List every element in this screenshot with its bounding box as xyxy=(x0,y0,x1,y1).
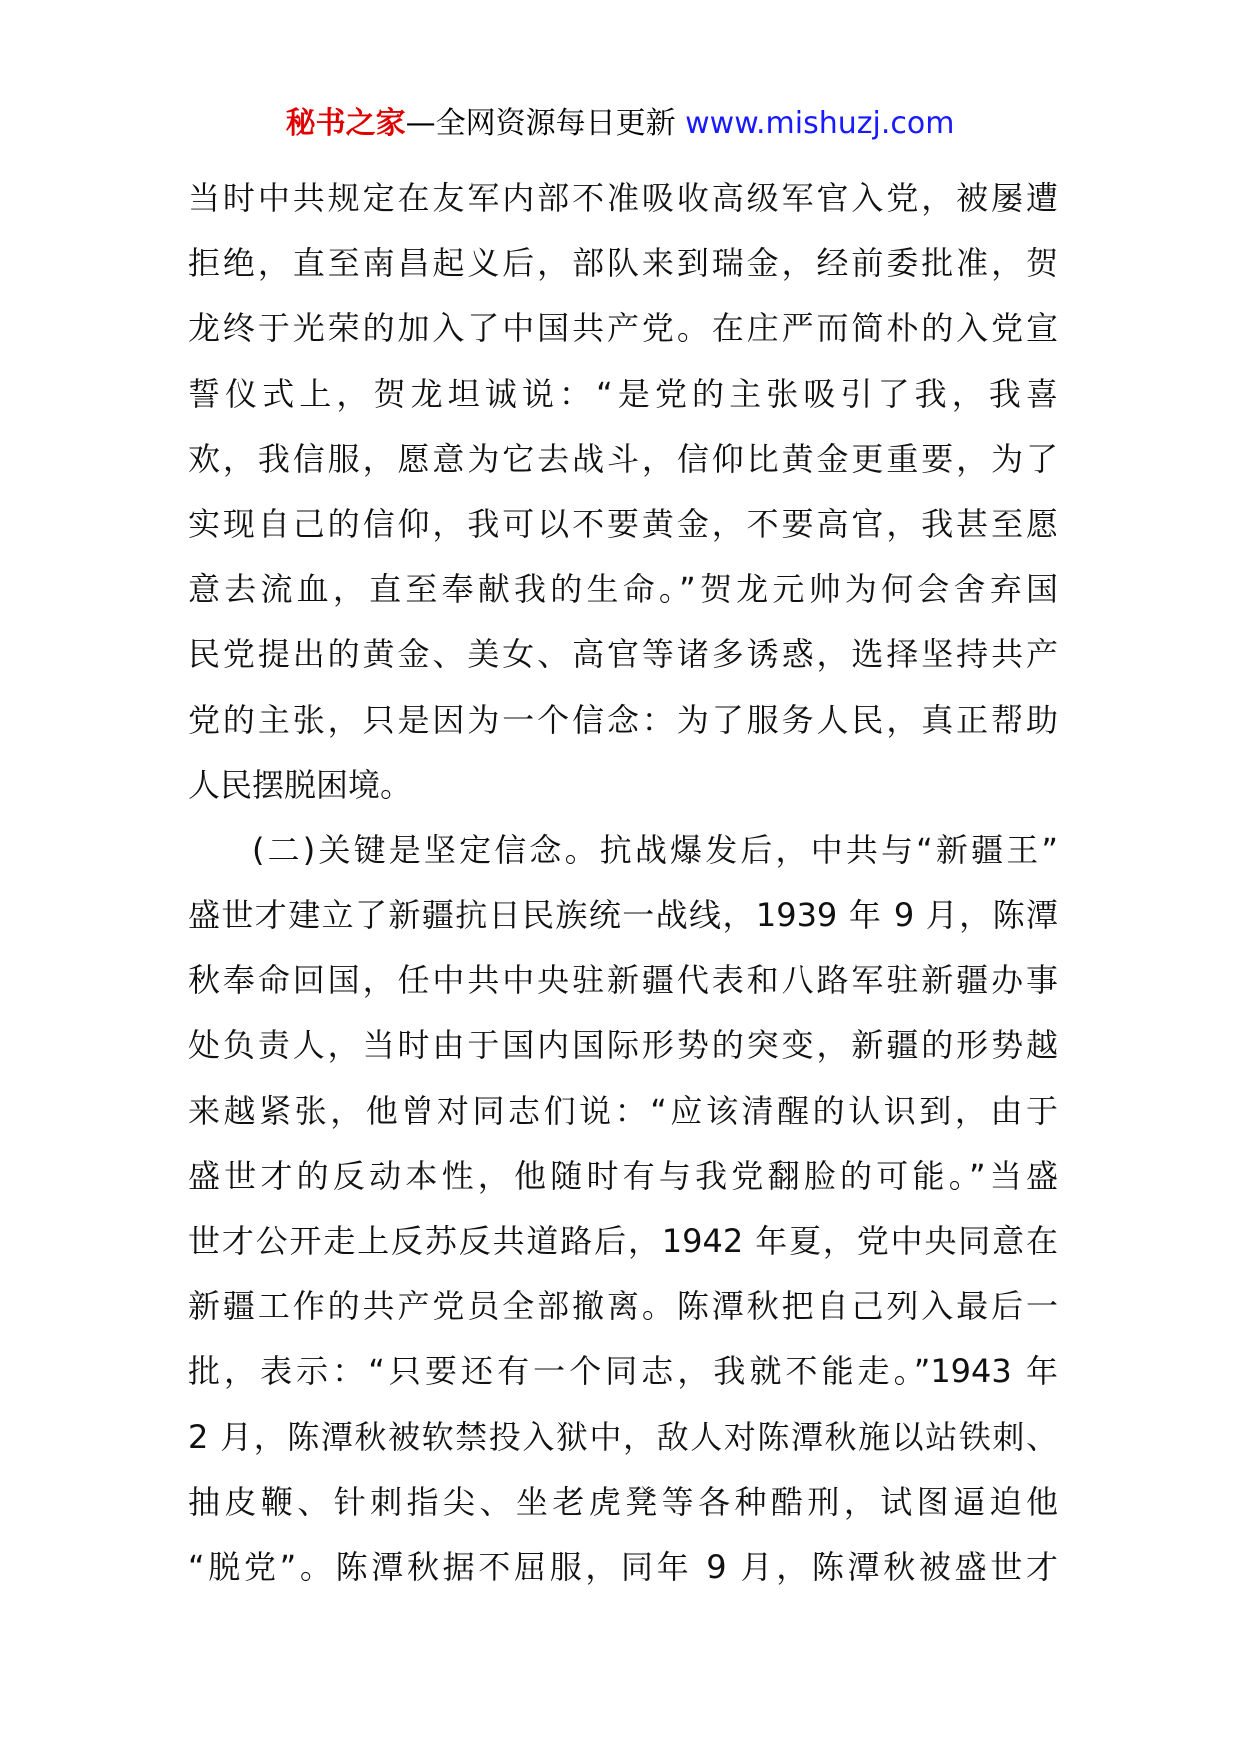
text-line: 盛世才的反动本性，他随时有与我党翻脸的可能。”当盛 xyxy=(188,1156,1058,1195)
text-line: 民党提出的黄金、美女、高官等诸多诱惑，选择坚持共产 xyxy=(188,635,1058,674)
document-body xyxy=(188,166,1058,1600)
text-line: 世才公开走上反苏反共道路后，1942 年夏，党中央同意在 xyxy=(188,1222,1058,1260)
text-line: 批，表示：“只要还有一个同志，我就不能走。”1943 年 xyxy=(188,1352,1058,1391)
text-line: 抽皮鞭、针刺指尖、坐老虎凳等各种酷刑，试图逼迫他 xyxy=(188,1482,1058,1521)
text-line: 当时中共规定在友军内部不准吸收高级军官入党，被屡遭 xyxy=(188,179,1058,217)
text-line: 意去流血，直至奉献我的生命。”贺龙元帅为何会舍弃国 xyxy=(188,570,1058,609)
section-heading-line: (二)关键是坚定信念。抗战爆发后，中共与“新疆王” xyxy=(252,830,1058,869)
site-brand: 秘书之家 xyxy=(285,106,406,141)
text-line: 秋奉命回国，任中共中央驻新疆代表和八路军驻新疆办事 xyxy=(188,961,1058,1000)
text-line: 来越紧张，他曾对同志们说：“应该清醒的认识到，由于 xyxy=(188,1091,1058,1130)
text-line: 2 月，陈潭秋被软禁投入狱中，敌人对陈潭秋施以站铁刺、 xyxy=(188,1417,1058,1456)
text-line: 誓仪式上，贺龙坦诚说：“是党的主张吸引了我，我喜 xyxy=(188,374,1058,413)
text-line: 党的主张，只是因为一个信念：为了服务人民，真正帮助 xyxy=(188,700,1058,739)
text-line: 龙终于光荣的加入了中国共产党。在庄严而简朴的入党宣 xyxy=(188,309,1058,348)
text-line: 实现自己的信仰，我可以不要黄金，不要高官，我甚至愿 xyxy=(188,504,1058,543)
site-header xyxy=(0,100,1240,148)
site-slogan: —全网资源每日更新 xyxy=(405,106,676,141)
paragraph-end-line: 人民摆脱困境。 xyxy=(188,765,413,804)
site-url-link[interactable]: www.mishuzj.com xyxy=(685,106,955,141)
text-line: 处负责人，当时由于国内国际形势的突变，新疆的形势越 xyxy=(188,1026,1058,1065)
text-line: 拒绝，直至南昌起义后，部队来到瑞金，经前委批准，贺 xyxy=(188,244,1058,283)
text-line: “脱党”。陈潭秋据不屈服，同年 9 月，陈潭秋被盛世才 xyxy=(188,1547,1058,1586)
text-line: 盛世才建立了新疆抗日民族统一战线，1939 年 9 月，陈潭 xyxy=(188,896,1058,935)
text-line: 新疆工作的共产党员全部撤离。陈潭秋把自己列入最后一 xyxy=(188,1287,1058,1326)
text-line: 欢，我信服，愿意为它去战斗，信仰比黄金更重要，为了 xyxy=(188,439,1058,478)
